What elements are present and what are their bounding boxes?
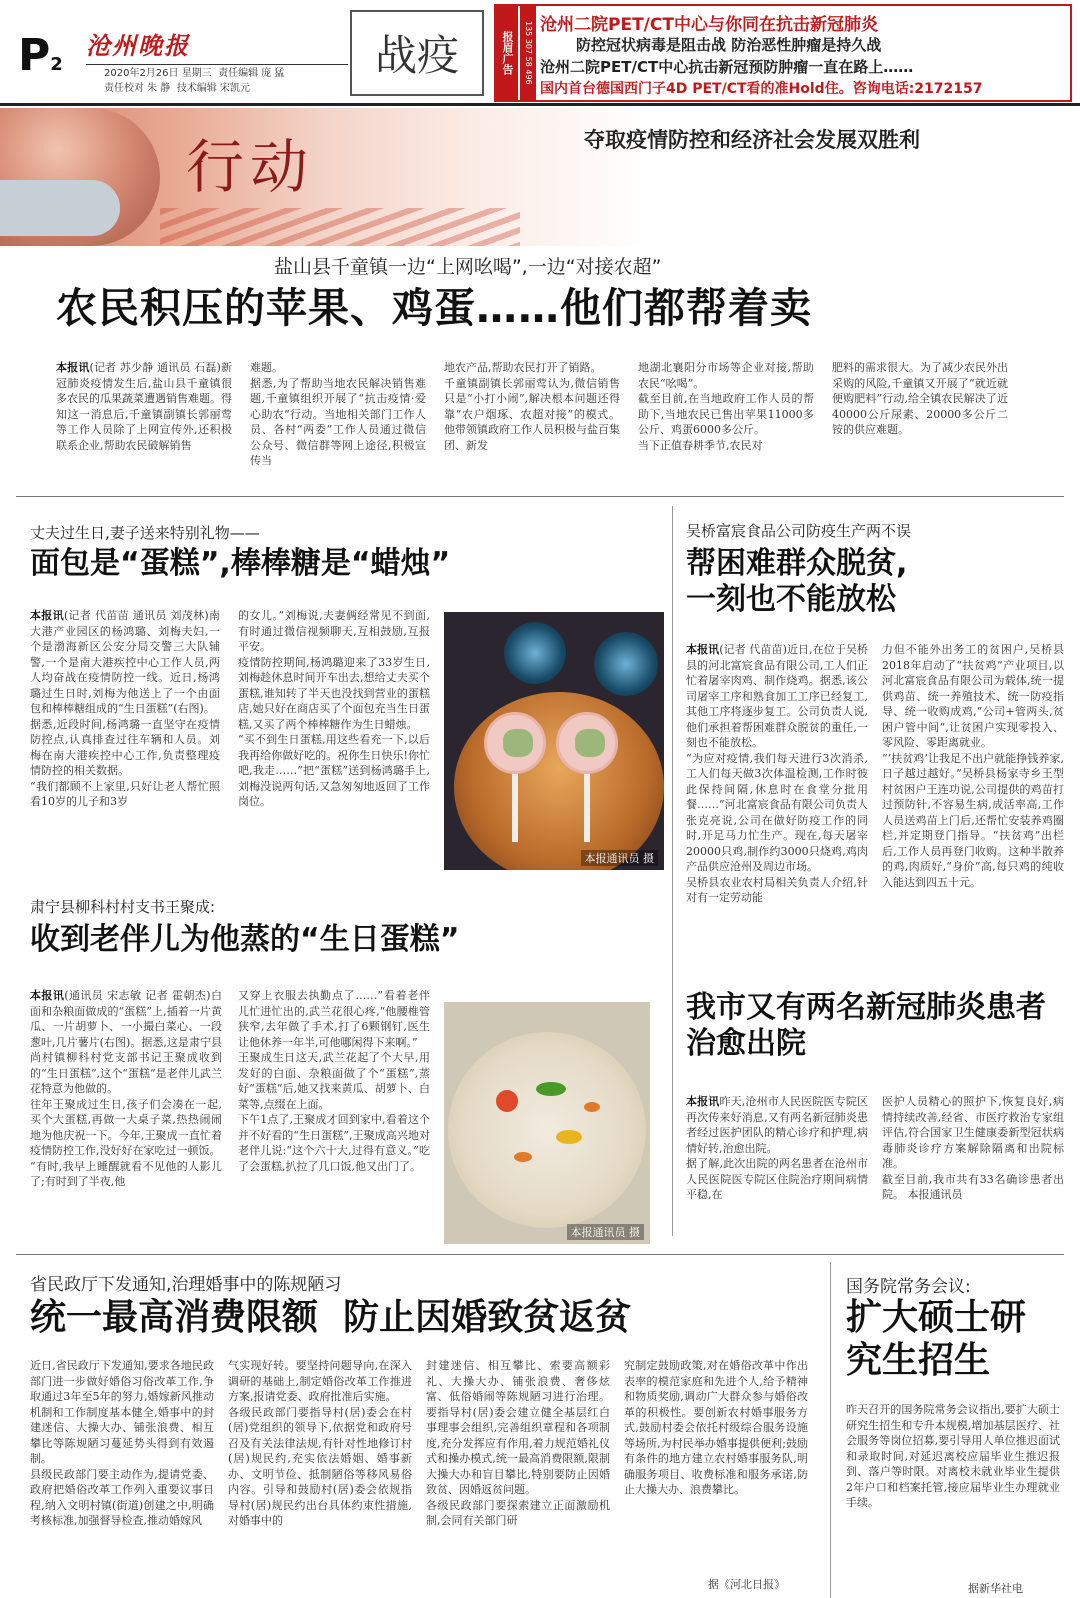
article6-source: 据《河北日报》	[708, 1578, 785, 1591]
article1-col-4: 地湖北襄阳分市场等企业对接,帮助农民“吆喝”。 截至目前,在当地政府工作人员的帮助下,当地农民已售出苹果11000多公斤、鸡蛋6000多公斤。 当下正值春耕季节,农民对	[638, 361, 814, 452]
article4-byline: 本报讯	[686, 643, 720, 656]
article1-col-5: 肥料的需求很大。为了减少农民外出采购的风险,千童镇又开展了“就近就便购肥料”行动,给全镇农民解决了近40000公斤尿素、20000多公斤二铵的供应难题。	[832, 361, 1008, 436]
photo-lollipop	[556, 712, 618, 774]
article4-col-1	[686, 642, 868, 906]
article3-kicker: 肃宁县柳科村村支书王聚成:	[30, 898, 216, 916]
editor-line: 责任编辑 庞 猛	[218, 68, 285, 79]
divider-1	[16, 496, 1064, 497]
header-ad[interactable]	[494, 4, 1072, 102]
photo-cucumber-slice	[536, 1082, 566, 1096]
article6-kicker: 省民政厅下发通知,治理婚事中的陈规陋习	[30, 1275, 342, 1295]
article2-col-1	[30, 608, 220, 810]
article1-col-2: 难题。 据悉,为了帮助当地农民解决销售难题,千童镇组织开展了“抗击疫情·爱心助农”行动。当地相关部门工作人员、各村“两委”工作人员通过微信公众号、微信群等网上途径,积极宣传当	[250, 361, 426, 467]
article6-col-4: 究制定鼓励政策,对在婚俗改革中作出表率的模范家庭和先进个人,给予精神和物质奖励,调动广大群众参与婚俗改革的积极性。要创新农村婚事服务方式,鼓励村委会依托村级综合服务设施等场所,为村民举办婚事提供便利;鼓励有条件的地方建立农村婚事服务队,明确服务项目、收费标准和服务承诺,防止大操大办、浪费攀比。	[624, 1359, 808, 1496]
photo-dashboard-gauge	[504, 622, 566, 684]
ad-phone-strip: 135 307 58 496	[520, 6, 536, 100]
article7-col-1: 昨天召开的国务院常务会议指出,要扩大硕士研究生招生和专升本规模,增加基层医疗、社会服务等岗位招募,要引导用人单位推迟面试和录取时间,对延迟离校应届毕业生推迟报到、落户等时限。对离校未就业毕业生提供2年户口和档案托管,接应届毕业生办理就业手续。	[846, 1403, 1060, 1509]
photo-dashboard-gauge	[594, 632, 658, 696]
article6-col-1: 近日,省民政厅下发通知,要求各地民政部门进一步做好婚俗习俗改革工作,争取通过3年至5年的努力,婚嫁新风推动机制和工作制度基本健全,婚事中的封建迷信、大操大办、铺张浪费、相互攀比等陈规陋习蔓延势头得到有效遏制。 县级民政部门要主动作为,提请党委、政府把婚俗改革工作列入重要议事日程,纳入文明村镇(街道)创建之中,明确考核标准,加强督导检查,推动婚嫁风	[30, 1359, 214, 1527]
article4-kicker: 吴桥富宸食品公司防疫生产两不误	[686, 522, 912, 540]
article6-col-2: 气实现好转。要坚持问题导向,在深入调研的基础上,制定婚俗改革工作推进方案,报请党委、政府批准后实施。 各级民政部门要指导村(居)委会在村(居)党组织的领导下,依据党和政府号召及有关法律法规,有针对性地修订村(居)规民约,充实依法婚姻、婚事新办、文明节俭、抵制陋俗等移风易俗内容。引导和鼓励村(居)委会依规指导村(居)规民约出台具体约束性措施,对婚事中的	[228, 1359, 412, 1527]
banner-slogan: 夺取疫情防控和经济社会发展双胜利	[584, 128, 920, 152]
photo-carrot-slice	[496, 1090, 518, 1112]
article6-col-3: 封建迷信、相互攀比、索要高额彩礼、大操大办、铺张浪费、奢侈炫富、低俗婚闹等陈规陋习进行治理。要指导村(居)委会建立健全基层红白事理事会组织,完善组织章程和各项制度,充分发挥应有作用,着力规范婚礼仪式和操办模式,统一最高消费限额,限制大操大办和盲目攀比,特别要防止因婚致贫、因婚返贫问题。 各级民政部门要探索建立正面激励机制,会同有关部门研	[426, 1359, 610, 1527]
photo-caption: 本报通讯员 摄	[567, 1224, 645, 1240]
article3-headline: 收到老伴儿为他蒸的“生日蛋糕”	[30, 922, 460, 957]
article6-headline: 统一最高消费限额 防止因婚致贫返贫	[30, 1297, 632, 1338]
photo-caption: 本报通讯员 摄	[581, 850, 659, 866]
section-label: 战疫	[350, 10, 484, 96]
masthead-divider	[86, 64, 348, 65]
photo-bread	[454, 692, 664, 870]
article5-byline: 本报讯	[686, 1095, 720, 1108]
tech-line: 技术编辑 宋凯元	[176, 83, 250, 94]
article3-text-1: (通讯员 宋志敏 记者 霍朝杰)白面和杂粮面做成的“蛋糕”上,插着一片黄瓜、一片胡萝卜、一小撮白菜心、一段葱叶,几片薯片(右图)。据悉,这是肃宁县尚村镇柳科村党支部书记王聚成收到的“生日蛋糕”,这个“蛋糕”是老伴儿武兰花特意为他做的。 往年王聚成过生日,孩子们会凑在一起,买个大蛋糕,再做一大桌子菜,热热闹闹地为他庆祝一下。今年,王聚成一直忙着疫情防控工作,没好好在家吃过一顿饭。 “有时,我早上睡醒就看不见他的人影儿了;有时到了半夜,他	[30, 989, 223, 1188]
article1-col-1	[56, 360, 232, 453]
article2-kicker: 丈夫过生日,妻子送来特别礼物——	[30, 524, 260, 542]
article3-col-2: 又穿上衣服去执勤点了……”看着老伴儿忙进忙出的,武兰花很心疼,“他腰椎管狭窄,去年做了手术,打了6颗钢钉,医生让他休养一年半,可他哪闲得下来啊。” 王聚成生日这天,武兰花起了个大早,用发好的白面、杂粮面做了个“蛋糕”,蒸好“蛋糕”后,她又找来黄瓜、胡萝卜、白菜等,点缀在上面。 下午1点了,王聚成才回到家中,看着这个并不好看的“生日蛋糕”,王聚成高兴地对老伴儿说:“这个六十大,过得有意义。”吃了会蛋糕,扒拉了几口饭,他又出门了。	[238, 989, 430, 1173]
ad-line-1: 沧州二院PET/CT中心与你同在抗击新冠肺炎	[540, 15, 878, 35]
article7-source: 据新华社电	[968, 1582, 1023, 1595]
paper-name: 沧州晚报	[86, 31, 190, 60]
article1-headline: 农民积压的苹果、鸡蛋……他们都帮着卖	[56, 284, 812, 332]
article2-col-2: 的女儿。”刘梅说,夫妻俩经常见不到面,有时通过微信视频聊天,互相鼓励,互报平安。 疫情防控期间,杨鸿璐迎来了33岁生日,刘梅趁休息时间开车出去,想给丈夫买个蛋糕,谁知转了半天也没找到营业的蛋糕店,她只好在商店买了个面包充当生日蛋糕,又买了两个棒棒糖作为生日蜡烛。 “买不到生日蛋糕,用这些看充一下,以后我再给你做好吃的。祝你生日快乐!你忙吧,我走……”把“蛋糕”送到杨鸿璐手上,刘梅没说两句话,又急匆匆地返回了工作岗位。	[238, 609, 430, 808]
banner-title: 行动	[186, 133, 315, 201]
article3-col-1	[30, 988, 222, 1190]
photo-lollipop-face	[575, 729, 605, 757]
article5-col-1	[686, 1094, 868, 1203]
date-line: 2020年2月26日 星期三	[104, 68, 212, 79]
photo-lollipop-stick	[584, 762, 590, 842]
article2-headline: 面包是“蛋糕”,棒棒糖是“蜡烛”	[30, 546, 451, 581]
column-rule	[672, 506, 673, 1236]
ad-side-label: 报眉广告	[496, 6, 518, 100]
steamed-cake-photo	[444, 1002, 650, 1244]
article5-headline: 我市又有两名新冠肺炎患者治愈出院	[686, 990, 1046, 1061]
article2-text-1: (记者 代苗苗 通讯员 刘茂林)南大港产业园区的杨鸿璐、刘梅夫妇,一个是渤海新区公安分局交警三大队辅警,一个是南大港疾控中心工作人员,两人均奋战在疫情防控一线。近日,杨鸿璐过生日时,刘梅为他送上了一个由面包和棒棒糖组成的“生日蛋糕”(右图)。 据悉,近段时间,杨鸿璐一直坚守在疫情防控点,认真排查过往车辆和人员。刘梅在南大港疾控中心工作,负责整理疫情防控的相关数据。 “我们都顾不上家里,只好让老人帮忙照看10岁的儿子和3岁	[30, 609, 220, 808]
article4-headline: 帮困难群众脱贫,一刻也不能放松	[686, 546, 908, 617]
masthead	[0, 0, 1080, 106]
ad-line-4: 国内首台德国西门子4D PET/CT看的准Hold住。咨询电话:2172157	[540, 81, 983, 97]
photo-lollipop-stick	[512, 762, 518, 842]
masthead-info	[104, 66, 284, 96]
action-banner	[0, 108, 1080, 246]
birthday-bread-photo	[444, 612, 664, 870]
photo-carrot-slice	[514, 1152, 532, 1162]
article3-byline: 本报讯	[30, 989, 65, 1002]
photo-lollipop-face	[503, 729, 533, 757]
article5-text-1: 昨天,沧州市人民医院医专院区再次传来好消息,又有两名新冠肺炎患者经过医护团队的精心诊疗和护理,病情好转,治愈出院。 据了解,此次出院的两名患者在沧州市人民医院医专院区住院治疗期间病情平稳,在	[686, 1095, 868, 1201]
photo-carrot-slice	[584, 1102, 600, 1112]
column-rule	[830, 1262, 831, 1598]
article1-kicker: 盐山县千童镇一边“上网吆喝”,一边“对接农超”	[274, 256, 662, 278]
banner-decoration	[160, 208, 520, 246]
article1-text-1: (记者 苏少静 通讯员 石磊)新冠肺炎疫情发生后,盐山县千童镇很多农民的瓜果蔬菜遭遇销售难题。得知这一消息后,千童镇副镇长郭丽莺等工作人员除了上网宣传外,还积极联系企业,帮助农民破解销售	[56, 361, 233, 452]
article4-text-1: (记者 代苗苗)近日,在位于吴桥县的河北富宸食品有限公司,工人们正忙着屠宰肉鸡、制作烧鸡。据悉,该公司屠宰工序和熟食加工工序已经复工,其他工序将逐步复工。公司负责人说,他们承担着帮困难群众脱贫的重任,一刻也不能放松。 “为应对疫情,我们每天进行3次消杀,工人们每天做3次体温检测,工作时彼此保持间隔,休息时在食堂分批用餐……”河北富宸食品有限公司负责人张克亮说,公司在做好防疫工作的同时,开足马力忙生产。现在,每天屠宰20000只鸡,制作约3000只烧鸡,鸡肉产品供应沧州及周边市场。 吴桥县农业农村局相关负责人介绍,针对有一定劳动能	[686, 643, 869, 904]
photo-steamed-cake	[448, 1032, 646, 1228]
banner-mask-image	[0, 180, 120, 236]
article7-kicker: 国务院常务会议:	[846, 1277, 971, 1297]
ad-line-3: 沧州二院PET/CT中心抗击新冠预防肿瘤一直在路上……	[540, 58, 914, 76]
article1-byline: 本报讯	[56, 361, 90, 374]
article1-col-3: 地农产品,帮助农民打开了销路。 千童镇副镇长郭丽莺认为,微信销售只是“小打小闹”,解决根本问题还得靠“农户烟琢、农超对接”的模式。他带领镇政府工作人员积极与盐百集团、新发	[444, 361, 620, 452]
article7-headline: 扩大硕士研究生招生	[846, 1297, 1027, 1382]
article4-col-2: 力但不能外出务工的贫困户,吴桥县2018年启动了“扶贫鸡”产业项目,以河北富宸食品有限公司为载体,统一提供鸡苗、统一养殖技术、统一防疫指导、统一收购成鸡,“公司+管两头,贫困户管中间”,让贫困户实现零投入、零风险、零距离就业。 “‘扶贫鸡’让我足不出户就能挣钱养家,日子越过越好。”吴桥县杨家寺乡王型村贫困户王连功说,公司提供的鸡苗打过预防针,不容易生病,成活率高,工作人员送鸡苗上门后,还帮忙安装养鸡圈栏,并定期登门指导。“扶贫鸡”出栏后,工作人员再登门收购。这种半散养的鸡,肉质好,“身价”高,每只鸡的纯收入能达到四五十元。	[882, 643, 1064, 889]
photo-potato-chip	[556, 1130, 582, 1144]
page-number: P2	[18, 30, 63, 81]
divider-2	[16, 1254, 1064, 1255]
proof-line: 责任校对 朱 静	[104, 83, 171, 94]
article5-col-2: 医护人员精心的照护下,恢复良好,病情持续改善,经省、市医疗救治专家组评估,符合国家卫生健康委新型冠状病毒肺炎诊疗方案解除隔离和出院标准。 截至目前,我市共有33名确诊患者出院。 本报通讯员	[882, 1095, 1064, 1201]
article2-byline: 本报讯	[30, 609, 64, 622]
photo-lollipop	[484, 712, 546, 774]
ad-line-2: 防控冠状病毒是阻击战 防治恶性肿瘤是持久战	[576, 36, 882, 54]
